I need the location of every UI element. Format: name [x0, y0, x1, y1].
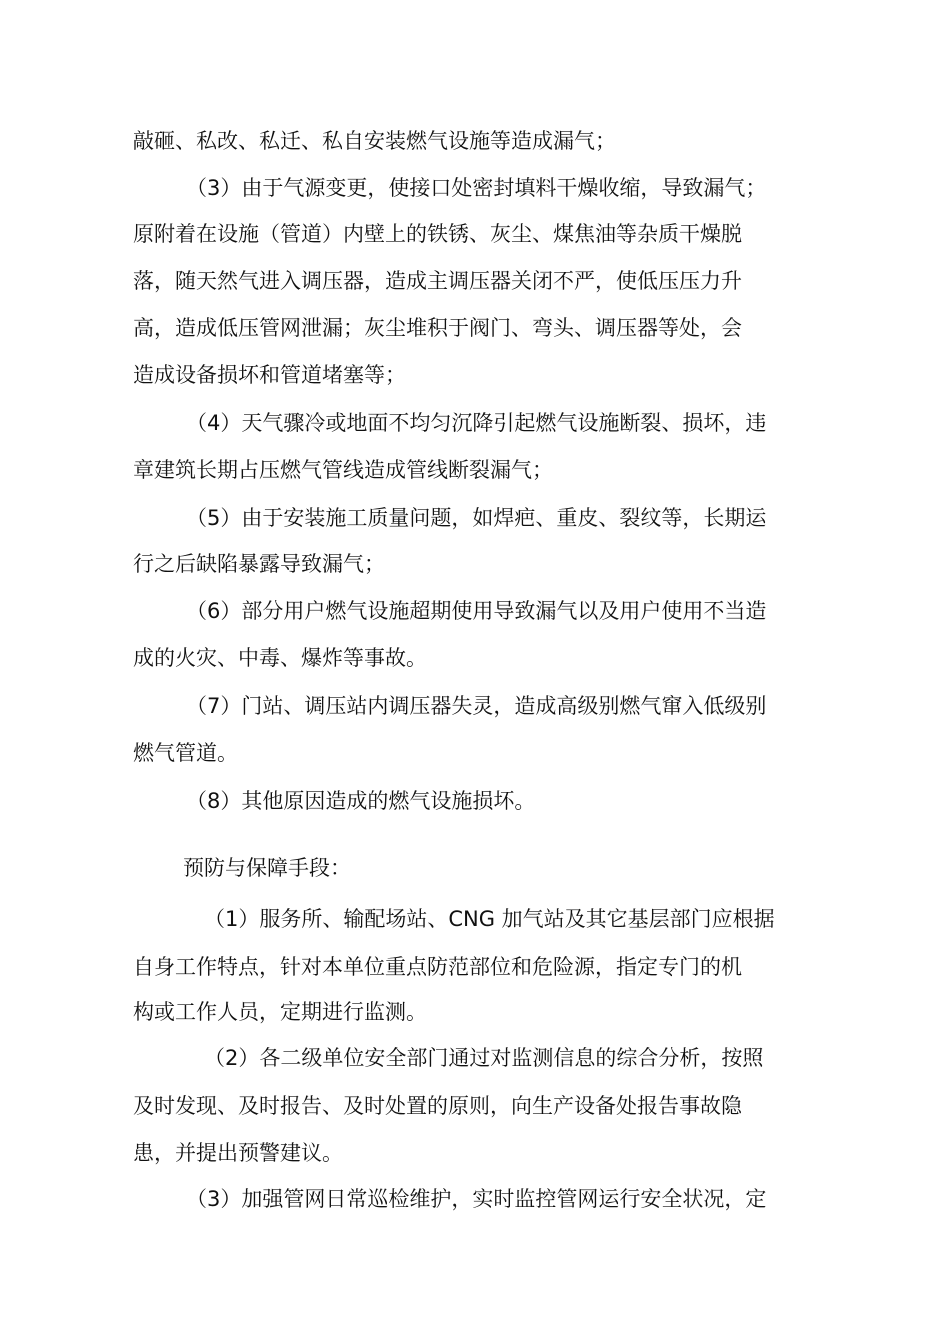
text-line: （6）部分用户燃气设施超期使用导致漏气以及用户使用不当造	[186, 599, 767, 623]
text-line: 患，并提出预警建议。	[133, 1141, 343, 1165]
text-line: 敲砸、私改、私迁、私自安装燃气设施等造成漏气；	[133, 129, 616, 153]
text-line: 燃气管道。	[133, 741, 238, 765]
text-line: 构或工作人员，定期进行监测。	[133, 1000, 427, 1024]
text-line: 章建筑长期占压燃气管线造成管线断裂漏气；	[133, 458, 553, 482]
section-heading: 预防与保障手段：	[183, 856, 351, 880]
text-line: （2）各二级单位安全部门通过对监测信息的综合分析，按照	[204, 1046, 764, 1070]
text-line: （7）门站、调压站内调压器失灵，造成高级别燃气窜入低级别	[186, 694, 767, 718]
text-line: （3）加强管网日常巡检维护，实时监控管网运行安全状况，定	[186, 1187, 767, 1211]
text-line: 原附着在设施（管道）内壁上的铁锈、灰尘、煤焦油等杂质干燥脱	[133, 222, 742, 246]
text-line: 落，随天然气进入调压器，造成主调压器关闭不严，使低压压力升	[133, 269, 742, 293]
text-line: 自身工作特点，针对本单位重点防范部位和危险源，指定专门的机	[133, 955, 742, 979]
text-line: （5）由于安装施工质量问题，如焊疤、重皮、裂纹等，长期运	[186, 506, 767, 530]
text-line: （4）天气骤冷或地面不均匀沉降引起燃气设施断裂、损坏，违	[186, 411, 767, 435]
text-line: （8）其他原因造成的燃气设施损坏。	[186, 789, 536, 813]
text-line: 高，造成低压管网泄漏；灰尘堆积于阀门、弯头、调压器等处，会	[133, 316, 742, 340]
text-line: （1）服务所、输配场站、CNG 加气站及其它基层部门应根据	[204, 907, 775, 931]
text-line: 行之后缺陷暴露导致漏气；	[133, 552, 385, 576]
text-line: 及时发现、及时报告、及时处置的原则，向生产设备处报告事故隐	[133, 1094, 742, 1118]
text-line: （3）由于气源变更，使接口处密封填料干燥收缩，导致漏气；	[186, 176, 767, 200]
text-line: 成的火灾、中毒、爆炸等事故。	[133, 646, 427, 670]
text-line: 造成设备损坏和管道堵塞等；	[133, 363, 406, 387]
